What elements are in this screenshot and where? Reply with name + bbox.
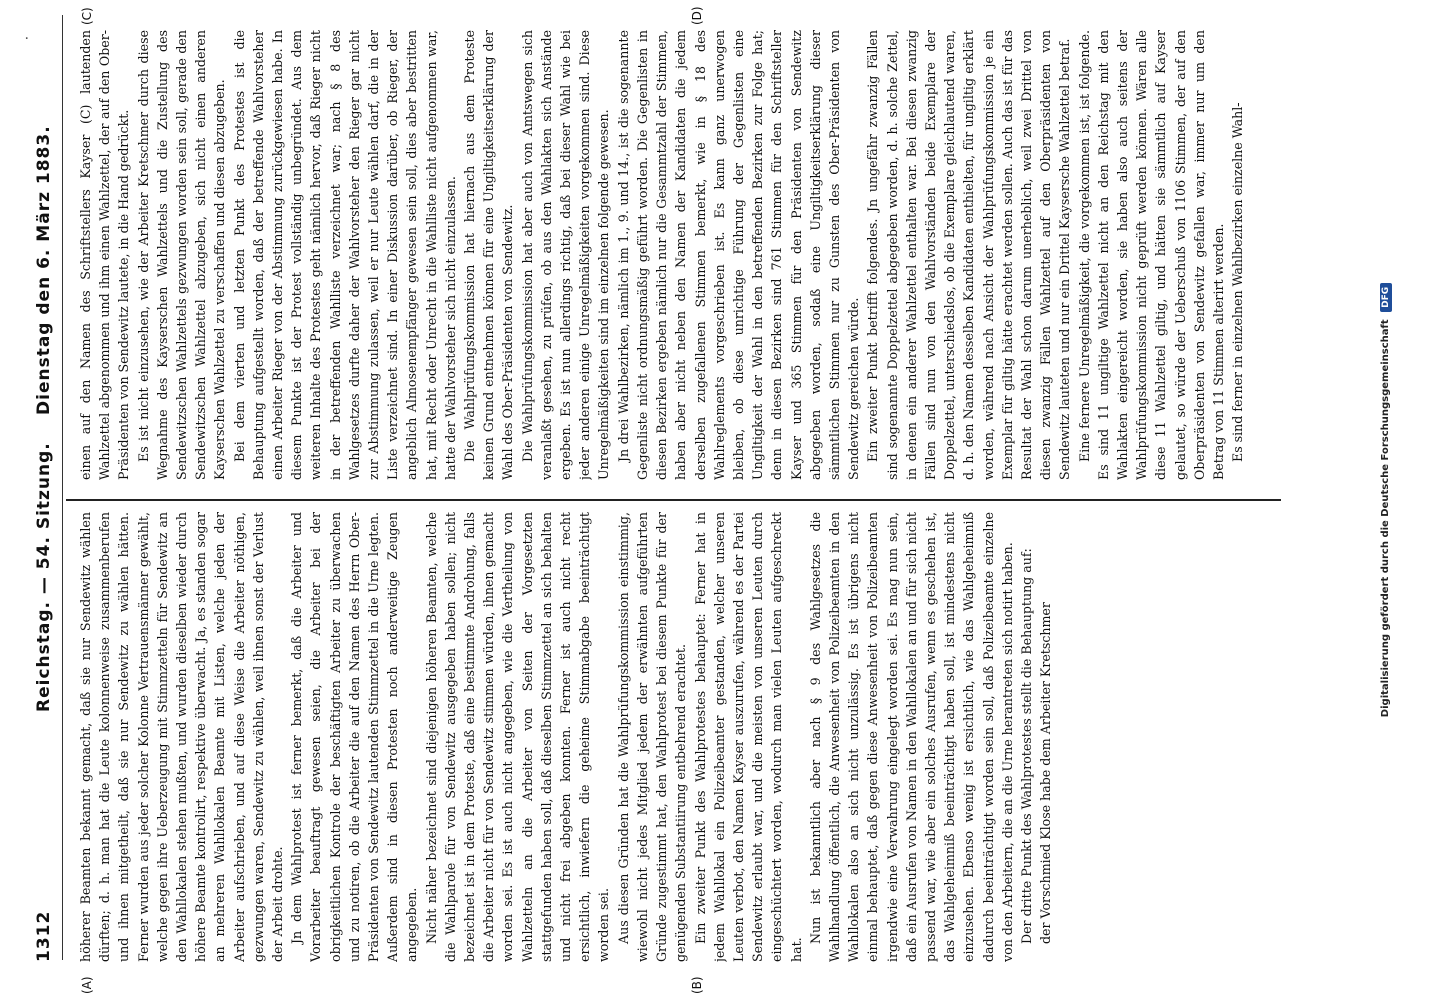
paragraph: Der dritte Punkt des Wahlprotestes stellt die Behauptung auf: — [1018, 548, 1034, 944]
paragraph: einen auf den Namen des Schriftstellers Kayser (C) lautenden Wahlzettel abgenommen und ihm einen Wahlzettel, der auf den Ober-Präsidenten von Sendewitz lautete, in die Hand gedrückt. — [78, 30, 132, 480]
margin-marker-a: (A) — [80, 976, 94, 994]
credit-text: Digitalisierung gefördert durch die Deutsche Forschungsgemeinschaft — [1380, 319, 1391, 718]
paragraph: Es sind ferner in einzelnen Wahlbezirken einzelne Wahl- — [1230, 102, 1246, 462]
paragraph: Jn drei Wahlbezirken, nämlich im 1., 9. und 14., ist die sogenannte Gegenliste nicht ordnungsmäßig geführt worden. Die Gegenlisten in diesen Bezirken ergeben nämlich nur die Gesammtzahl der Stimmen, haben aber nicht neben den Namen der Kandidaten die jedem derselben zugefallenen Stimmen bemerkt, wie in § 18 des Wahlreglements vorgeschrieben ist. Es kann ganz unerwogen bleiben, ob diese unrichtige Führung der Gegenlisten eine Ungiltigkeit der Wahl in den betreffenden Bezirken zur Folge hat; denn in diesen Bezirken sind 761 Stimmen für den Schriftsteller Kayser und 365 Stimmen für den Präsidenten von Sendewitz abgegeben worden, sodaß eine Ungiltigkeitserklärung dieser sämmtlichen Stimmen nur zu Gunsten des Ober-Präsidenten von Sendewitz gereichen würde. — [615, 30, 862, 480]
paragraph: Die Wahlprüfungskommission hat hiernach aus dem Proteste keinen Grund entnehmen können für eine Ungiltigkeitserklärung der Wahl des Ober-Präsidenten von Sendewitz. — [462, 30, 516, 480]
text-column-right — [76, 30, 1296, 480]
page-number: 1312 — [34, 910, 54, 962]
header-session: Reichstag. — 54. Sitzung. — [34, 442, 54, 712]
scan-mark-icon: · — [20, 36, 34, 40]
header-date: Dienstag den 6. März 1883. — [34, 125, 54, 415]
paragraph: Die Wahlprüfungskommission hat aber auch von Amtswegen sich veranlaßt gesehen, zu prüfen, ob aus den Wahlakten sich Anstände ergeben. Es ist nun allerdings richtig, daß bei dieser Wahl wie bei jeder anderen einige Unregelmäßigkeiten vorgekommen sind. Diese Unregelmäßigkeiten sind im einzelnen folgende gewesen. — [519, 30, 612, 480]
margin-marker-b: (B) — [690, 976, 704, 994]
paragraph: Nun ist bekanntlich aber nach § 9 des Wahlgesetzes die Wahlhandlung öffentlich, die Anwesenheit von Polizeibeamten in den Wahllokalen also an sich nicht unzulässig. Es ist übrigens nicht einmal behauptet, daß gegen diese Anwesenheit von Polizeibeamten irgendwie eine Verwahrung eingelegt worden sei. Es mag nun sein, daß ein Ausrufen von Namen in den Wahllokalen an und für sich nicht passend war, wie aber ein solches Ausrufen, wenn es geschehen ist, das Wahlgeheimniß beeinträchtigt haben soll, ist mindestens nicht einzusehen. Ebenso wenig ist ersichtlich, wie das Wahlgeheimniß dadurch beeinträchtigt worden sein soll, daß Polizeibeamte einzelne von den Arbeitern, die an die Urne herantreten sich notirt haben. — [807, 512, 1015, 962]
paragraph: Es ist nicht einzusehen, wie der Arbeiter Kretschmer durch diese Wegnahme des Kayserschen Wahlzettels und die Zustellung des Sendewitzschen Wahlzettels gezwungen worden sein soll, gerade den Sendewitzschen Wahlzettel abzugeben, sich nicht einen anderen Kayserschen Wahlzettel zu verschaffen und diesen abzugeben. — [135, 30, 228, 480]
page-header — [22, 10, 62, 980]
paragraph: Jn dem Wahlprotest ist ferner bemerkt, daß die Arbeiter und Vorarbeiter beauftragt gewesen seien, die Arbeiter bei der obrigkeitlichen Kontrole der beschäftigten Arbeiter zu überwachen und zu notiren, ob die Arbeiter die auf den Namen des Herrn Ober-Präsidenten von Sendewitz lautenden Stimmzettel in die Urne legten. Außerdem sind in diesen Protesten noch anderweitige Zeugen angegeben. — [289, 512, 420, 962]
margin-marker-c: (C) — [80, 7, 94, 25]
margin-marker-d: (D) — [690, 6, 704, 25]
paragraph: Bei dem vierten und letzten Punkt des Protestes ist die Behauptung aufgestellt worden, daß der betreffende Wahlvorsteher einen Arbeiter Rieger von der Abstimmung zurückgewiesen habe. In diesem Punkte ist der Protest vollständig unbegründet. Aus dem weiteren Inhalte des Protestes geht nämlich hervor, daß Rieger nicht in der betreffenden Wahlliste verzeichnet war; nach § 8 des Wahlgesetzes durfte daher der Wahlvorsteher den Rieger gar nicht zur Abstimmung zulassen, weil er nur Leute wählen darf, die in der Liste verzeichnet sind. In einer Diskussion darüber, ob Rieger, der angeblich Almosenempfänger gewesen sein soll, dies aber bestritten hat, mit Recht oder Unrecht in die Wahlliste nicht aufgenommen war, hatte der Wahlvorsteher sich nicht einzulassen. — [231, 30, 458, 480]
paragraph: Nicht näher bezeichnet sind diejenigen höheren Beamten, welche die Wahlparole für von Sendewitz ausgegeben haben sollen; nicht bezeichnet ist in dem Proteste, daß eine bestimmte Androhung, falls die Arbeiter nicht für von Sendewitz stimmen würden, ihnen gemacht worden sei. Es ist auch nicht angegeben, wie die Vertheilung von Wahlzetteln an die Arbeiter von Seiten der Vorgesetzten stattgefunden haben soll, daß dieselben Stimmzettel an sich behalten und nicht frei abgeben konnten. Ferner ist auch nicht recht ersichtlich, inwiefern die geheime Stimmabgabe beeinträchtigt worden sei. — [423, 512, 612, 962]
paragraph: Ein zweiter Punkt des Wahlprotestes behauptet: Ferner hat in jedem Wahllokal ein Polizeibeamter gestanden, welcher unseren Leuten verbot, den Namen Kayser auszurufen, während es der Partei Sendewitz erlaubt war, und die meisten von unseren Leuten durch eingeschüchtert worden, wodurch man vielen Leuten aufgeschreckt hat. — [692, 512, 804, 962]
paragraph: Aus diesen Gründen hat die Wahlprüfungskommission einstimmig, wiewohl nicht jedes Mitglied jedem der erwähnten aufgeführten Gründe zugestimmt hat, den Wahlprotest bei diesem Punkte für der genügenden Substantiirung entbehrend erachtet. — [615, 512, 689, 962]
header-rule — [62, 15, 63, 960]
column-divider — [66, 499, 1281, 501]
paragraph: Ein zweiter Punkt betrifft folgendes. Jn ungefähr zwanzig Fällen sind sogenannte Doppelzettel abgegeben worden, d. h. solche Zettel, in denen ein anderer Wahlzettel enthalten war. Bei diesen zwanzig Fällen sind nun von den Wahlvorständen beide Exemplare der Doppelzettel, unterschiedslos, ob die Exemplare gleichlautend waren, d. h. den Namen desselben Kandidaten enthielten, für ungiltig erklärt worden, während nach Ansicht der Wahlprüfungskommission je ein Exemplar für giltig hätte erachtet werden sollen. Auch das ist für das Resultat der Wahl schon darum unerheblich, weil zwei Drittel von diesen zwanzig Fällen Wahlzettel auf den Oberpräsidenten von Sendewitz lauteten und nur ein Drittel Kaysersche Wahlzettel betraf. — [865, 30, 1073, 480]
text-column-left — [76, 512, 1296, 962]
paragraph: höherer Beamten bekannt gemacht, daß sie nur Sendewitz wählen dürften; d. h. man hat die Leute kolonnenweise zusammenberufen und ihnen mitgetheilt, daß sie nur Sendewitz zu wählen hätten. Ferner wurden aus jeder solcher Kolonne Vertrauensmänner gewählt, welche gegen ihre Ueberzeugung mit Stimmzetteln für Sendewitz an den Wahllokalen stehen mußten, und wurden dieselben wieder durch höhere Beamte kontrolirt, respektive überwacht. Ja, es standen sogar an mehreren Wahllokalen Beamte mit Listen, welche jeden der Arbeiter aufschrieben, und auf diese Weise die Arbeiter nöthigen, gezwungen waren, Sendewitz zu wählen, weil ihnen sonst der Verlust der Arbeit drohte. — [78, 512, 286, 962]
paragraph: Eine fernere Unregelmäßigkeit, die vorgekommen ist, ist folgende. Es sind 11 ungiltige Wahlzettel nicht an den Reichstag mit den Wahlakten eingereicht worden, sie haben also auch seitens der Wahlprüfungskommission nicht geprüft werden können. Wären alle diese 11 Wahlzettel giltig, und hätten sie sämmtlich auf Kayser gelautet, so würde der Ueberschuß von 1106 Stimmen, der auf den Oberpräsidenten von Sendewitz gefallen war, immer nur um den Betrag von 11 Stimmen alterirt werden. — [1076, 30, 1226, 480]
dfg-logo: DFG — [1380, 283, 1392, 312]
paragraph: der Vorschmied Klose habe dem Arbeiter Kretschmer — [1038, 602, 1054, 944]
digitization-credit — [1380, 0, 1400, 1000]
